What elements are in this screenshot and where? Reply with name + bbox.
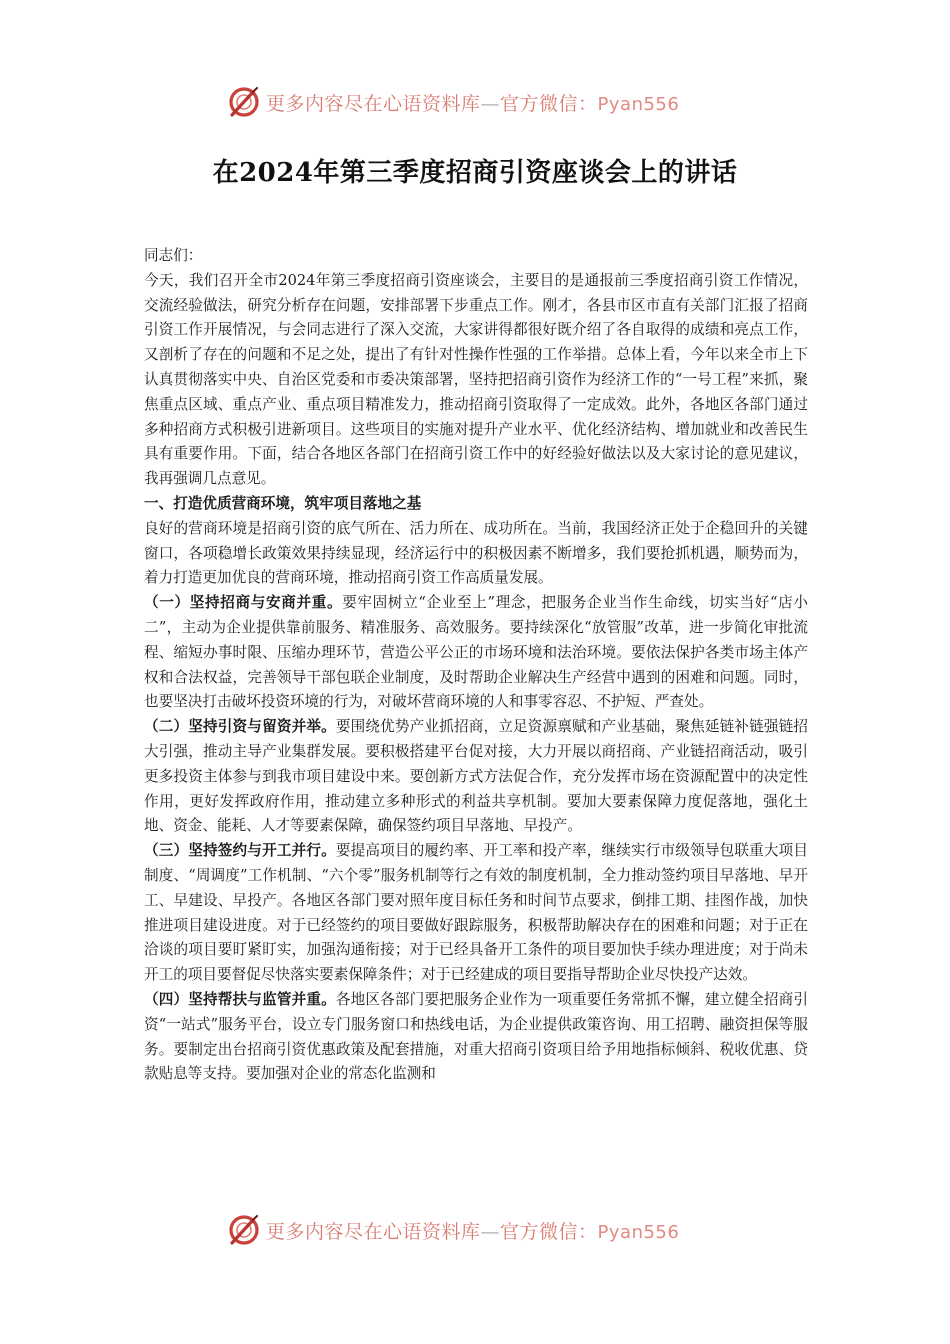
- banner-text: [266, 89, 679, 116]
- item-1-title: （一）坚持招商与安商并重。: [144, 594, 343, 612]
- header-banner: [226, 84, 746, 120]
- document-body: [144, 244, 808, 1087]
- item-4-body: 各地区各部门要把服务企业作为一项重要任务常抓不懈，建立健全招商引资“一站式”服务平台，设立专门服务窗口和热线电话，为企业提供政策咨询、用工招聘、融资担保等服务。要制定出台招商引资优惠政策及配套措施，对重大招商引资项目给予用地指标倾斜、税收优惠、贷款贴息等支持。要加强对企业的常态化监测和: [144, 990, 808, 1083]
- banner-wechat-label: 官方微信：: [500, 1220, 598, 1243]
- section-1-heading: 一、打造优质营商环境，筑牢项目落地之基: [144, 494, 422, 512]
- item-1-body: 要牢固树立“企业至上”理念，把服务企业当作生命线，切实当好“店小二”，主动为企业提供靠前服务、精准服务、高效服务。要持续深化“放管服”改革，进一步简化审批流程、缩短办事时限、压缩办理环节，营造公平公正的市场环境和法治环境。要依法保护各类市场主体产权和合法权益，完善领导干部包联企业制度，及时帮助企业解决生产经营中遇到的困难和问题。同时，也要坚决打击破坏投资环境的行为，对破坏营商环境的人和事零容忍、不护短、严查处。: [144, 594, 808, 711]
- banner-wechat-id: Pyan556: [597, 93, 680, 115]
- document-title: 在2024年第三季度招商引资座谈会上的讲话: [212, 158, 738, 188]
- item-3-title: （三）坚持签约与开工并行。: [144, 842, 336, 860]
- banner-text: [266, 1217, 679, 1244]
- intro-paragraph: 今天，我们召开全市2024年第三季度招商引资座谈会，主要目的是通报前三季度招商引资工作情况，交流经验做法，研究分析存在问题，安排部署下步重点工作。刚才，各县市区市直有关部门汇报了招商引资工作开展情况，与会同志进行了深入交流，大家讲得都很好既介绍了各自取得的成绩和亮点工作，又剖析了存在的问题和不足之处，提出了有针对性操作性强的工作举措。总体上看，今年以来全市上下认真贯彻落实中央、自治区党委和市委决策部署，坚持把招商引资作为经济工作的“一号工程”来抓，聚焦重点区域、重点产业、重点项目精准发力，推动招商引资取得了一定成效。此外，各地区各部门通过多种招商方式积极引进新项目。这些项目的实施对提升产业水平、优化经济结构、增加就业和改善民生具有重要作用。下面，结合各地区各部门在招商引资工作中的好经验好做法以及大家讨论的意见建议，我再强调几点意见。: [144, 271, 808, 488]
- item-3-body: 要提高项目的履约率、开工率和投产率，继续实行市级领导包联重大项目制度、“周调度”工作机制、“六个零”服务机制等行之有效的制度机制，全力推动签约项目早落地、早开工、早建设、早投产。各地区各部门要对照年度目标任务和时间节点要求，倒排工期、挂图作战，加快推进项目建设进度。对于已经签约的项目要做好跟踪服务，积极帮助解决存在的困难和问题；对于正在洽谈的项目要盯紧盯实，加强沟通衔接；对于已经具备开工条件的项目要加快手续办理进度；对于尚未开工的项目要督促尽快落实要素保障条件；对于已经建成的项目要指导帮助企业尽快投产达效。: [144, 842, 808, 984]
- item-1-paragraph: [144, 591, 808, 715]
- item-4-paragraph: [144, 988, 808, 1087]
- footer-banner: [226, 1212, 746, 1248]
- banner-separator: —: [480, 1220, 501, 1243]
- item-3-paragraph: [144, 839, 808, 988]
- item-2-body: 要围绕优势产业抓招商，立足资源禀赋和产业基础，聚焦延链补链强链招大引强，推动主导产业集群发展。要积极搭建平台促对接，大力开展以商招商、产业链招商活动，吸引更多投资主体参与到我市项目建设中来。要创新方式方法促合作，充分发挥市场在资源配置中的决定性作用，更好发挥政府作用，推动建立多种形式的利益共享机制。要加大要素保障力度促落地，强化土地、资金、能耗、人才等要素保障，确保签约项目早落地、早投产。: [144, 718, 808, 835]
- brush-logo-icon: [226, 84, 262, 120]
- item-2-paragraph: [144, 715, 808, 839]
- banner-lead: 更多内容尽在心语资料库: [266, 92, 481, 115]
- greeting: 同志们：: [144, 247, 203, 264]
- section-1-lead: 良好的营商环境是招商引资的底气所在、活力所在、成功所在。当前，我国经济正处于企稳回升的关键窗口，各项稳增长政策效果持续显现，经济运行中的积极因素不断增多，我们要抢抓机遇，顺势而为，着力打造更加优良的营商环境，推动招商引资工作高质量发展。: [144, 519, 808, 587]
- item-4-title: （四）坚持帮扶与监管并重。: [144, 990, 336, 1008]
- banner-wechat-label: 官方微信：: [500, 92, 598, 115]
- item-2-title: （二）坚持引资与留资并举。: [144, 718, 336, 736]
- banner-lead: 更多内容尽在心语资料库: [266, 1220, 481, 1243]
- brush-logo-icon: [226, 1212, 262, 1248]
- banner-wechat-id: Pyan556: [597, 1221, 680, 1243]
- banner-separator: —: [480, 92, 501, 115]
